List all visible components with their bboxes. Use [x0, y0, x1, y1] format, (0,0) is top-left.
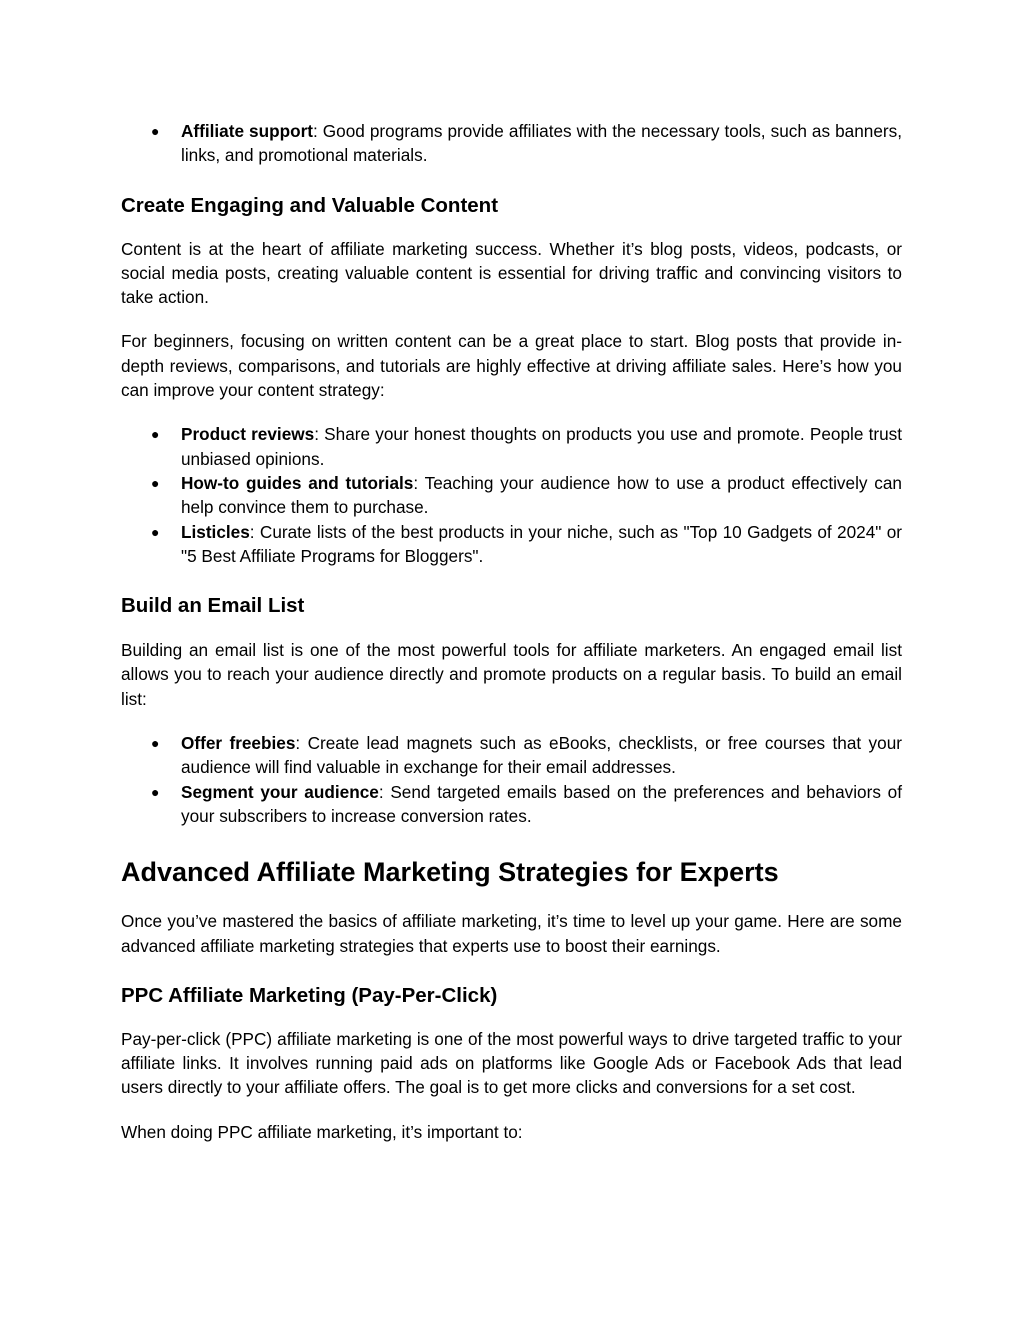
list-item-text: : Curate lists of the best products in your niche, such as "Top 10 Gadgets of 2024" or "5 Best Affiliate Programs for Bloggers".: [181, 521, 902, 566]
bullet-icon: ●: [151, 735, 160, 752]
section-heading-content: Create Engaging and Valuable Content: [121, 193, 499, 217]
bullet-icon: ●: [151, 123, 160, 139]
list-item-text: : Create lead magnets such as eBooks, checklists, or free courses that your audience will find valuable in exchange for their email addresses.: [181, 733, 902, 778]
paragraph: Content is at the heart of affiliate marketing success. Whether it’s blog posts, videos, podcasts, or social media posts, creating valuable content is essential for driving traffic and convincing visitors to take action.: [121, 238, 902, 308]
list-item-term: Affiliate support: [181, 121, 314, 141]
bullet-icon: ●: [151, 474, 160, 491]
list-item-term: Segment your audience: [181, 781, 379, 802]
list-item-text: : Teaching your audience how to use a product effectively can help convince them to purchase.: [181, 472, 902, 518]
list-item: [121, 471, 902, 520]
list-item-text: : Send targeted emails based on the preferences and behaviors of your subscribers to increase conversion rates.: [181, 781, 903, 826]
paragraph: Pay-per-click (PPC) affiliate marketing is one of the most powerful ways to drive targeted traffic to your affiliate links. It involves running paid ads on platforms like Google Ads or Facebook Ads that lead users directly to your affiliate offers. The goal is to get more clicks and conversions for a set cost.: [121, 1028, 902, 1098]
list-item-text: : Good programs provide affiliates with the necessary tools, such as banners, links, and promotional materials.: [181, 121, 902, 166]
list-item: [121, 731, 902, 780]
list-item-text: : Share your honest thoughts on products you use and promote. People trust unbiased opinions.: [181, 424, 902, 469]
list-item-term: Offer freebies: [181, 733, 296, 754]
paragraph: Once you’ve mastered the basics of affiliate marketing, it’s time to level up your game. Here are some advanced affiliate marketing strategies that experts use to boost their earnings.: [121, 911, 902, 956]
paragraph: For beginners, focusing on written content can be a great place to start. Blog posts that provide in-depth reviews, comparisons, and tutorials are highly effective at driving affiliate sales. Here’s how you can improve your content strategy:: [121, 331, 902, 401]
bullet-icon: ●: [151, 523, 160, 540]
list-item-term: Listicles: [181, 521, 250, 542]
paragraph: Building an email list is one of the most powerful tools for affiliate marketers. An engaged email list allows you to reach your audience directly and promote products on a regular basis. To build an email list:: [121, 640, 902, 709]
email-list-tips: [121, 731, 902, 828]
bullet-icon: ●: [151, 783, 160, 800]
list-item: [121, 422, 902, 471]
list-item-term: How-to guides and tutorials: [181, 472, 414, 493]
section-heading-advanced: Advanced Affiliate Marketing Strategies for Experts: [121, 857, 779, 888]
intro-bullet-list: [121, 119, 902, 168]
list-item: [121, 780, 902, 829]
list-item-term: Product reviews: [181, 424, 315, 445]
section-heading-email: Build an Email List: [121, 594, 305, 618]
bullet-icon: ●: [151, 426, 160, 443]
list-item: [121, 520, 902, 569]
document-content: [121, 119, 902, 1144]
list-item: [121, 119, 902, 168]
paragraph: When doing PPC affiliate marketing, it’s important to:: [121, 1121, 523, 1142]
content-strategy-list: [121, 422, 902, 568]
section-heading-ppc: PPC Affiliate Marketing (Pay-Per-Click): [121, 983, 498, 1007]
